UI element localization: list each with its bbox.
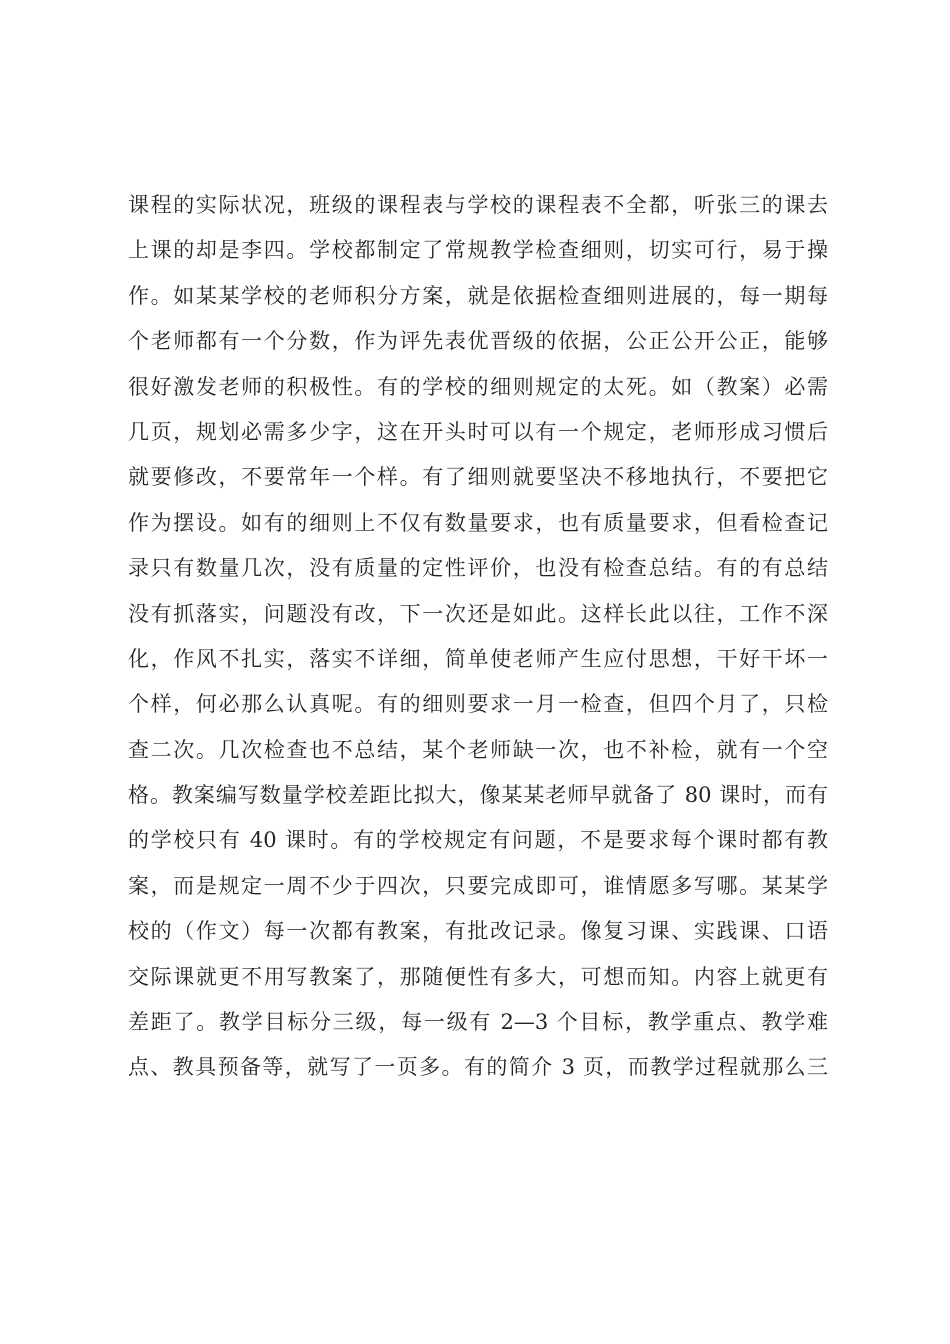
text-line-8: 作为摆设。如有的细则上不仅有数量要求，也有质量要求，但看检查记 (128, 510, 828, 535)
text-line-18: 交际课就更不用写教案了，那随便性有多大，可想而知。内容上就更有 (128, 964, 828, 989)
text-line-20: 点、教具预备等，就写了一页多。有的简介 3 页，而教学过程就那么三 (128, 1055, 828, 1080)
text-line-7: 就要修改，不要常年一个样。有了细则就要坚决不移地执行，不要把它 (128, 465, 828, 490)
text-line-19: 差距了。教学目标分三级，每一级有 2—3 个目标，教学重点、教学难 (128, 1010, 828, 1035)
text-line-15: 的学校只有 40 课时。有的学校规定有问题，不是要求每个课时都有教 (128, 828, 828, 853)
text-line-16: 案，而是规定一周不少于四次，只要完成即可，谁情愿多写哪。某某学 (128, 873, 828, 898)
text-line-2: 上课的却是李四。学校都制定了常规教学检查细则，切实可行，易于操 (128, 238, 828, 263)
text-line-1: 课程的实际状况，班级的课程表与学校的课程表不全都，听张三的课去 (128, 193, 828, 217)
text-line-11: 化，作风不扎实，落实不详细，简单使老师产生应付思想，干好干坏一 (128, 646, 828, 671)
text-line-13: 查二次。几次检查也不总结，某个老师缺一次，也不补检，就有一个空 (128, 737, 828, 762)
body-text (128, 183, 828, 1091)
text-line-4: 个老师都有一个分数，作为评先表优晋级的依据，公正公开公正，能够 (128, 329, 828, 354)
text-line-6: 几页，规划必需多少字，这在开头时可以有一个规定，老师形成习惯后 (128, 419, 828, 444)
text-line-9: 录只有数量几次，没有质量的定性评价，也没有检查总结。有的有总结 (128, 556, 828, 581)
text-line-5: 很好激发老师的积极性。有的学校的细则规定的太死。如（教案）必需 (128, 374, 828, 399)
text-line-10: 没有抓落实，问题没有改，下一次还是如此。这样长此以往，工作不深 (128, 601, 828, 626)
text-line-3: 作。如某某学校的老师积分方案，就是依据检查细则进展的，每一期每 (128, 283, 828, 308)
text-line-17: 校的（作文）每一次都有教案，有批改记录。像复习课、实践课、口语 (128, 919, 828, 944)
text-line-12: 个样，何必那么认真呢。有的细则要求一月一检查，但四个月了，只检 (128, 692, 828, 717)
text-line-14: 格。教案编写数量学校差距比拟大，像某某老师早就备了 80 课时，而有 (128, 783, 828, 808)
